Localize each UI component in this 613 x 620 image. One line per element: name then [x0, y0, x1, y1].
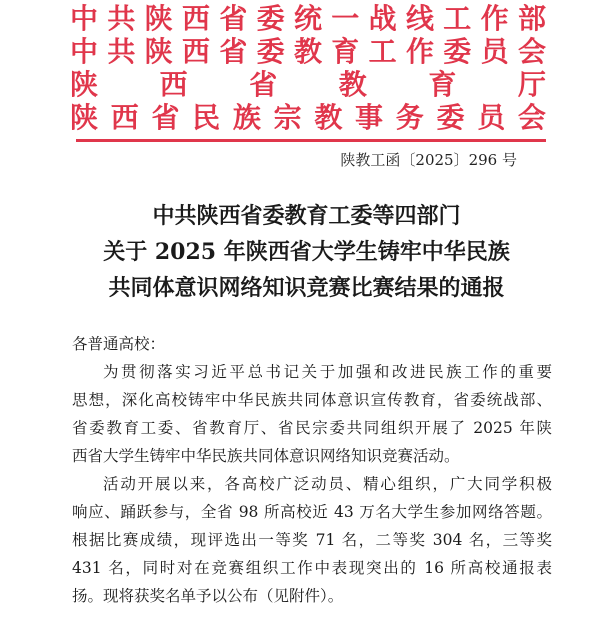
masthead-char: 委	[256, 35, 285, 68]
paragraph-1-line-2: 思想，深化高校铸牢中华民族共同体意识宣传教育，省委统战部、	[72, 391, 552, 409]
document-title	[0, 198, 613, 306]
masthead-char: 委	[443, 35, 472, 68]
masthead-line-3	[70, 68, 546, 101]
title-line-3: 共同体意识网络知识竞赛比赛结果的通报	[108, 275, 505, 301]
masthead-char: 陕	[70, 101, 99, 134]
paragraph-2-line-5: 扬。现将获奖名单予以公布（见附件）。	[72, 587, 344, 605]
masthead-char: 省	[249, 68, 278, 101]
masthead-char: 会	[517, 101, 546, 134]
title-line-2: 关于 2025 年陕西省大学生铸牢中华民族	[103, 239, 510, 265]
salutation: 各普通高校：	[72, 335, 166, 353]
masthead-char: 委	[256, 2, 285, 35]
masthead-char: 中	[70, 35, 99, 68]
masthead-char: 省	[219, 35, 248, 68]
paragraph-1-line-4: 西省大学生铸牢中华民族共同体意识网络知识竞赛活动。	[72, 447, 460, 465]
document-number: 陕教工函〔2025〕296 号	[340, 151, 517, 169]
masthead-line-1	[70, 2, 546, 35]
masthead-char: 育	[428, 68, 457, 101]
masthead-char: 工	[443, 2, 472, 35]
masthead-divider	[76, 139, 546, 142]
masthead-char: 教	[314, 101, 343, 134]
masthead-char: 宗	[273, 101, 302, 134]
masthead-char: 陕	[144, 2, 173, 35]
masthead-char: 西	[181, 2, 210, 35]
paragraph-2-line-3: 根据比赛成绩，现评选出一等奖 71 名，二等奖 304 名，三等奖	[72, 531, 552, 549]
masthead-char: 工	[368, 35, 397, 68]
paragraph-2-line-2: 响应、踊跃参与，全省 98 所高校近 43 万名大学生参加网络答题。	[72, 503, 552, 521]
masthead-char: 事	[355, 101, 384, 134]
masthead-char: 西	[110, 101, 139, 134]
masthead-char: 育	[331, 35, 360, 68]
masthead-char: 中	[70, 2, 99, 35]
masthead-char: 省	[151, 101, 180, 134]
masthead-char: 厅	[517, 68, 546, 101]
masthead-char: 族	[232, 101, 261, 134]
masthead-char: 民	[192, 101, 221, 134]
document-body	[72, 330, 552, 610]
masthead-char: 陕	[144, 35, 173, 68]
masthead-char: 西	[159, 68, 188, 101]
masthead-char: 务	[395, 101, 424, 134]
masthead-char: 部	[517, 2, 546, 35]
masthead-char: 线	[405, 2, 434, 35]
paragraph-2-line-4: 431 名，同时对在竞赛组织工作中表现突出的 16 所高校通报表	[72, 559, 552, 577]
masthead-char: 统	[293, 2, 322, 35]
paragraph-1-line-3: 省委教育工委、省教育厅、省民宗委共同组织开展了 2025 年陕	[72, 419, 552, 437]
masthead-char: 共	[107, 2, 136, 35]
masthead-char: 教	[338, 68, 367, 101]
masthead-char: 陕	[70, 68, 99, 101]
masthead-char: 员	[477, 101, 506, 134]
masthead-char: 作	[480, 2, 509, 35]
masthead-char: 员	[480, 35, 509, 68]
masthead-line-4	[70, 101, 546, 134]
masthead-line-2	[70, 35, 546, 68]
paragraph-2-line-1: 活动开展以来，各高校广泛动员、精心组织，广大同学积极	[103, 475, 552, 493]
title-line-1: 中共陕西省委教育工委等四部门	[152, 203, 461, 229]
masthead-char: 西	[181, 35, 210, 68]
masthead-char: 一	[331, 2, 360, 35]
masthead-char: 战	[368, 2, 397, 35]
masthead-char: 委	[436, 101, 465, 134]
red-masthead	[70, 2, 546, 134]
masthead-char: 会	[517, 35, 546, 68]
masthead-char: 作	[405, 35, 434, 68]
masthead-char: 共	[107, 35, 136, 68]
masthead-char: 省	[219, 2, 248, 35]
masthead-char: 教	[293, 35, 322, 68]
paragraph-1-line-1: 为贯彻落实习近平总书记关于加强和改进民族工作的重要	[103, 363, 552, 381]
